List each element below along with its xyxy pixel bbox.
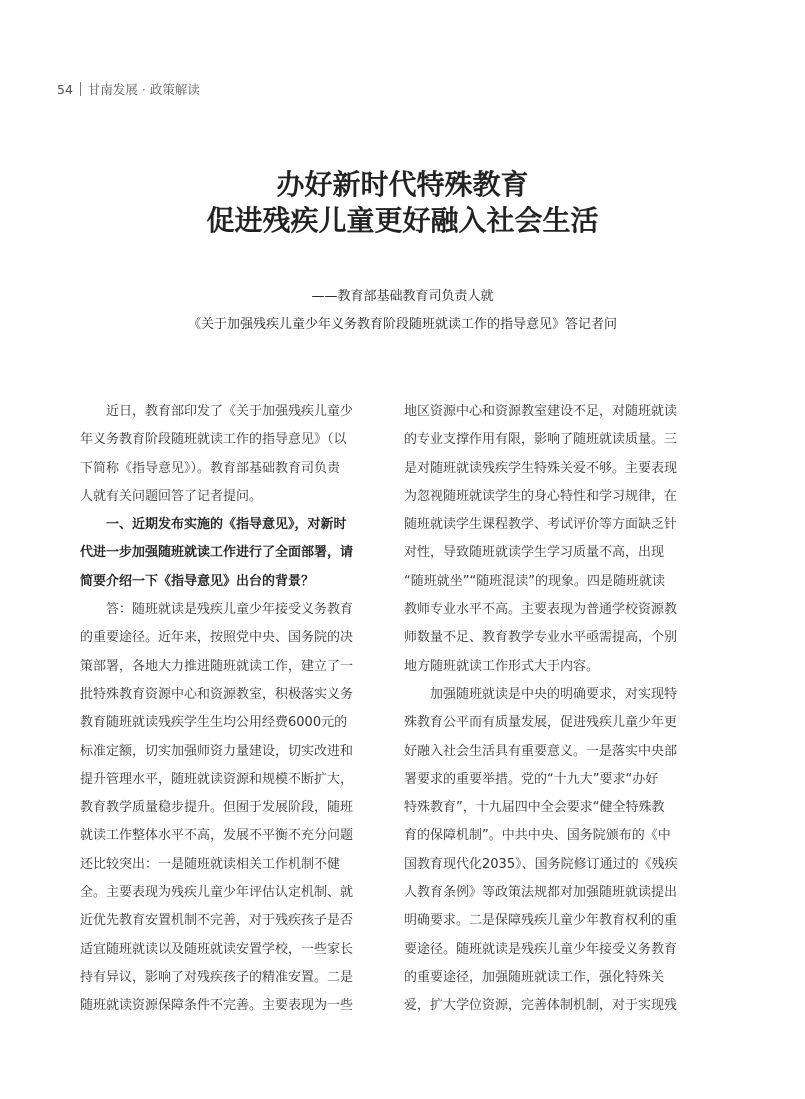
text-line: 人就有关问题回答了记者提问。 [80,488,263,504]
text-line: 人教育条例》等政策法规都对加强随班就读提出 [404,885,678,901]
text-line: 教育教学质量稳步提升。但囿于发展阶段，随班 [80,800,354,816]
text-line: 师数量不足、教育教学专业水平亟需提高，个别 [404,630,678,646]
text-line: 提升管理水平，随班就读资源和规模不断扩大， [80,771,354,787]
text-line: 的重要途径。近年来，按照党中央、国务院的决 [80,630,354,646]
text-line: 就读工作整体水平不高，发展不平衡不充分问题 [80,828,354,844]
text-line: 年义务教育阶段随班就读工作的指导意见》（以 [80,432,347,448]
text-line: 署要求的重要举措。党的“十九大”要求“办好 [404,771,659,787]
text-line: 近优先教育安置机制不完善，对于残疾孩子是否 [80,913,354,929]
page-number: 54 [57,81,73,97]
text-line: 代进一步加强随班就读工作进行了全面部署，请 [80,545,354,561]
text-line: 简要介绍一下《指导意见》出台的背景？ [80,573,315,589]
text-line: 答：随班就读是残疾儿童少年接受义务教育 [80,602,354,618]
text-line: 近日，教育部印发了《关于加强残疾儿童少 [80,404,354,419]
text-line: 全。主要表现为残疾儿童少年评估认定机制、就 [80,885,354,901]
section-title: 甘南发展 · 政策解读 [87,82,200,97]
text-line: 标准定额，切实加强师资力量建设，切实改进和 [80,743,354,759]
text-line: 的重要途径，加强随班就读工作，强化特殊关 [404,969,665,985]
text-line: 地区资源中心和资源教室建设不足，对随班就读 [404,404,678,419]
text-line: 明确要求。二是保障残疾儿童少年教育权利的重 [404,913,678,929]
article-title-line-1: 办好新时代特殊教育 [276,168,529,201]
text-line: 爱，扩大学位资源，完善体制机制，对于实现残 [404,998,678,1014]
text-line: 地方随班就读工作形式大于内容。 [404,658,600,674]
text-line: 育的保障机制”。中共中央、国务院颁布的《中 [404,828,671,844]
text-line: 一、近期发布实施的《指导意见》，对新时 [80,517,347,533]
text-line: 好融入社会生活具有重要意义。一是落实中央部 [404,743,678,759]
text-line: 策部署，各地大力推进随班就读工作，建立了一 [80,658,354,674]
text-line: 特殊教育”，十九届四中全会要求“健全特殊教 [404,800,665,816]
body-column-left [80,398,376,1021]
text-line: 下简称《指导意见》）。教育部基础教育司负责 [80,460,341,476]
text-line: 的专业支撑作用有限，影响了随班就读质量。三 [404,432,678,448]
text-line: “随班就坐”“随班混读”的现象。四是随班就读 [404,573,665,589]
article-title-line-2: 促进残疾儿童更好融入社会生活 [206,204,599,237]
text-line: 加强随班就读是中央的明确要求，对实现特 [404,686,678,702]
text-line: 还比较突出：一是随班就读相关工作机制不健 [80,856,341,872]
text-line: 批特殊教育资源中心和资源教室，积极落实义务 [80,686,354,702]
header-divider [80,82,81,96]
text-line: 殊教育公平而有质量发展，促进残疾儿童少年更 [404,715,678,731]
text-line: 随班就读资源保障条件不完善。主要表现为一些 [80,998,354,1014]
article-subtitle-line-1: ——教育部基础教育司负责人就 [311,289,494,304]
text-line: 教育随班就读残疾学生生均公用经费6000元的 [80,715,348,731]
text-line: 是对随班就读残疾学生特殊关爱不够。主要表现 [404,460,678,476]
article-subtitle-line-2: 《关于加强残疾儿童少年义务教育阶段随班就读工作的指导意见》答记者问 [187,317,617,332]
text-line: 持有异议，影响了对残疾孩子的精准安置。二是 [80,969,354,985]
text-line: 教师专业水平不高。主要表现为普通学校资源教 [404,602,678,618]
body-column-right [404,398,700,1021]
text-line: 随班就读学生课程教学、考试评价等方面缺乏针 [404,517,678,533]
text-line: 适宜随班就读以及随班就读安置学校，一些家长 [80,941,354,957]
text-line: 国教育现代化2035》、国务院修订通过的《残疾 [404,856,678,872]
text-line: 要途径。随班就读是残疾儿童少年接受义务教育 [404,941,678,957]
text-line: 对性，导致随班就读学生学习质量不高，出现 [404,545,665,561]
running-head [57,80,200,98]
text-line: 为忽视随班就读学生的身心特性和学习规律，在 [404,488,678,504]
